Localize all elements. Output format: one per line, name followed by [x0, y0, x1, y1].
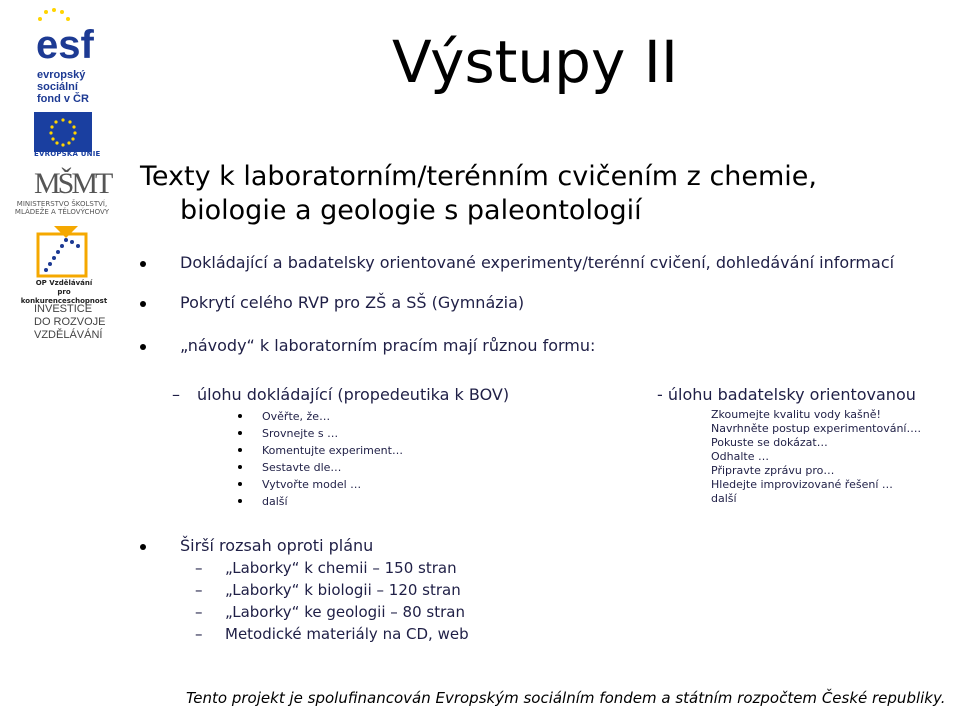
bullet-item [140, 253, 894, 272]
invest-caption-3: VZDĚLÁVÁNÍ [34, 329, 103, 341]
left-column-heading [172, 385, 510, 404]
slide-heading-line-2: biologie a geologie s paleontologií [180, 195, 642, 226]
list-item-text: „Laborky“ ke geologii – 80 stran [225, 603, 465, 621]
bullet-dot-icon [238, 465, 242, 469]
slide-heading [140, 160, 817, 228]
right-column-heading: - úlohu badatelsky orientovanou [657, 385, 916, 404]
bullet-dot-icon [238, 448, 242, 452]
bullet-dot-icon [238, 482, 242, 486]
bullet-text: Širší rozsah oproti plánu [180, 536, 374, 555]
list-item [140, 559, 469, 581]
list-item [190, 410, 509, 427]
right-column [657, 385, 921, 506]
list-item [140, 625, 469, 647]
list-item: Připravte zprávu pro… [711, 464, 835, 477]
dash-mark: – [195, 625, 203, 643]
list-item [190, 427, 509, 444]
dash-mark: – [195, 559, 203, 577]
list-item: Odhalte … [711, 450, 769, 463]
list-item [190, 444, 509, 461]
bullet-text: „návody“ k laboratorním pracím mají různou formu: [180, 336, 596, 355]
list-item [190, 461, 509, 478]
op-caption-2: pro konkurenceschopnost [20, 288, 108, 305]
left-column-heading-text: úlohu dokládající (propedeutika k BOV) [197, 385, 510, 404]
list-item-text: Sestavte dle… [262, 461, 342, 474]
slide-heading-line-1: Texty k laboratorním/terénním cvičením z chemie, [140, 161, 818, 192]
list-item [190, 478, 509, 495]
bullet-dot-icon [238, 414, 242, 418]
eu-flag-icon [34, 112, 92, 152]
msmt-emblem-icon [34, 163, 111, 200]
list-item: Zkoumejte kvalitu vody kašně! [711, 408, 881, 421]
bottom-dash-list [140, 559, 469, 647]
bullet-dot-icon [238, 431, 242, 435]
bullet-item [140, 536, 469, 555]
op-caption-1: OP Vzdělávání [35, 279, 93, 287]
msmt-caption-1: MINISTERSTVO ŠKOLSTVÍ, [16, 200, 108, 208]
list-item: Hledejte improvizované řešení … [711, 478, 893, 491]
footer-note: Tento projekt je spolufinancován Evropským sociálním fondem a státním rozpočtem České republiky. [186, 689, 946, 707]
eu-label: EVROPSKÁ UNIE [34, 150, 101, 158]
bullet-dot-icon [140, 301, 146, 307]
msmt-wordmark: MŠMT [34, 167, 111, 200]
list-item [190, 495, 509, 512]
op-logo [34, 224, 94, 280]
list-item: další [711, 492, 737, 505]
list-item-text: „Laborky“ k biologii – 120 stran [225, 581, 461, 599]
bullet-text: Pokrytí celého RVP pro ZŠ a SŠ (Gymnázia) [180, 293, 525, 312]
invest-caption-2: DO ROZVOJE [34, 316, 106, 328]
bullet-dot-icon [140, 261, 146, 267]
bullet-dot-icon [238, 499, 242, 503]
list-item: Navrhněte postup experimentování…. [711, 422, 921, 435]
msmt-logo [34, 163, 111, 200]
op-emblem-icon [34, 224, 94, 280]
esf-emblem-icon [34, 6, 108, 104]
right-column-list [657, 408, 921, 506]
left-column-list [190, 410, 509, 512]
esf-caption-2: sociální [37, 81, 78, 93]
invest-caption-1: INVESTICE [34, 303, 93, 315]
list-item-text: další [262, 495, 288, 508]
bullet-dot-icon [140, 344, 146, 350]
esf-caption-3: fond v ČR [37, 93, 89, 105]
bullet-item [140, 336, 595, 355]
dash-mark: – [172, 385, 180, 404]
bullet-dot-icon [140, 544, 146, 550]
dash-mark: – [195, 581, 203, 599]
list-item [140, 603, 469, 625]
esf-wordmark: esf [36, 23, 94, 67]
left-column [172, 385, 510, 512]
dash-mark: – [195, 603, 203, 621]
op-caption [14, 279, 114, 306]
bullet-item [140, 293, 524, 312]
slide-title: Výstupy II [392, 28, 678, 96]
list-item-text: Srovnejte s … [262, 427, 339, 440]
msmt-caption-2: MLÁDEŽE A TĚLOVÝCHOVY [14, 208, 110, 216]
list-item [140, 581, 469, 603]
list-item: Pokuste se dokázat… [711, 436, 828, 449]
esf-caption-1: evropský [37, 69, 86, 81]
bottom-block [140, 536, 469, 647]
msmt-caption [4, 200, 120, 216]
esf-logo [34, 6, 108, 104]
list-item-text: Metodické materiály na CD, web [225, 625, 469, 643]
list-item-text: „Laborky“ k chemii – 150 stran [225, 559, 457, 577]
list-item-text: Ověřte, že… [262, 410, 331, 423]
invest-caption [34, 303, 106, 342]
list-item-text: Komentujte experiment… [262, 444, 403, 457]
list-item-text: Vytvořte model … [262, 478, 362, 491]
bullet-text: Dokládající a badatelsky orientované experimenty/terénní cvičení, dohledávání informací [180, 253, 895, 272]
